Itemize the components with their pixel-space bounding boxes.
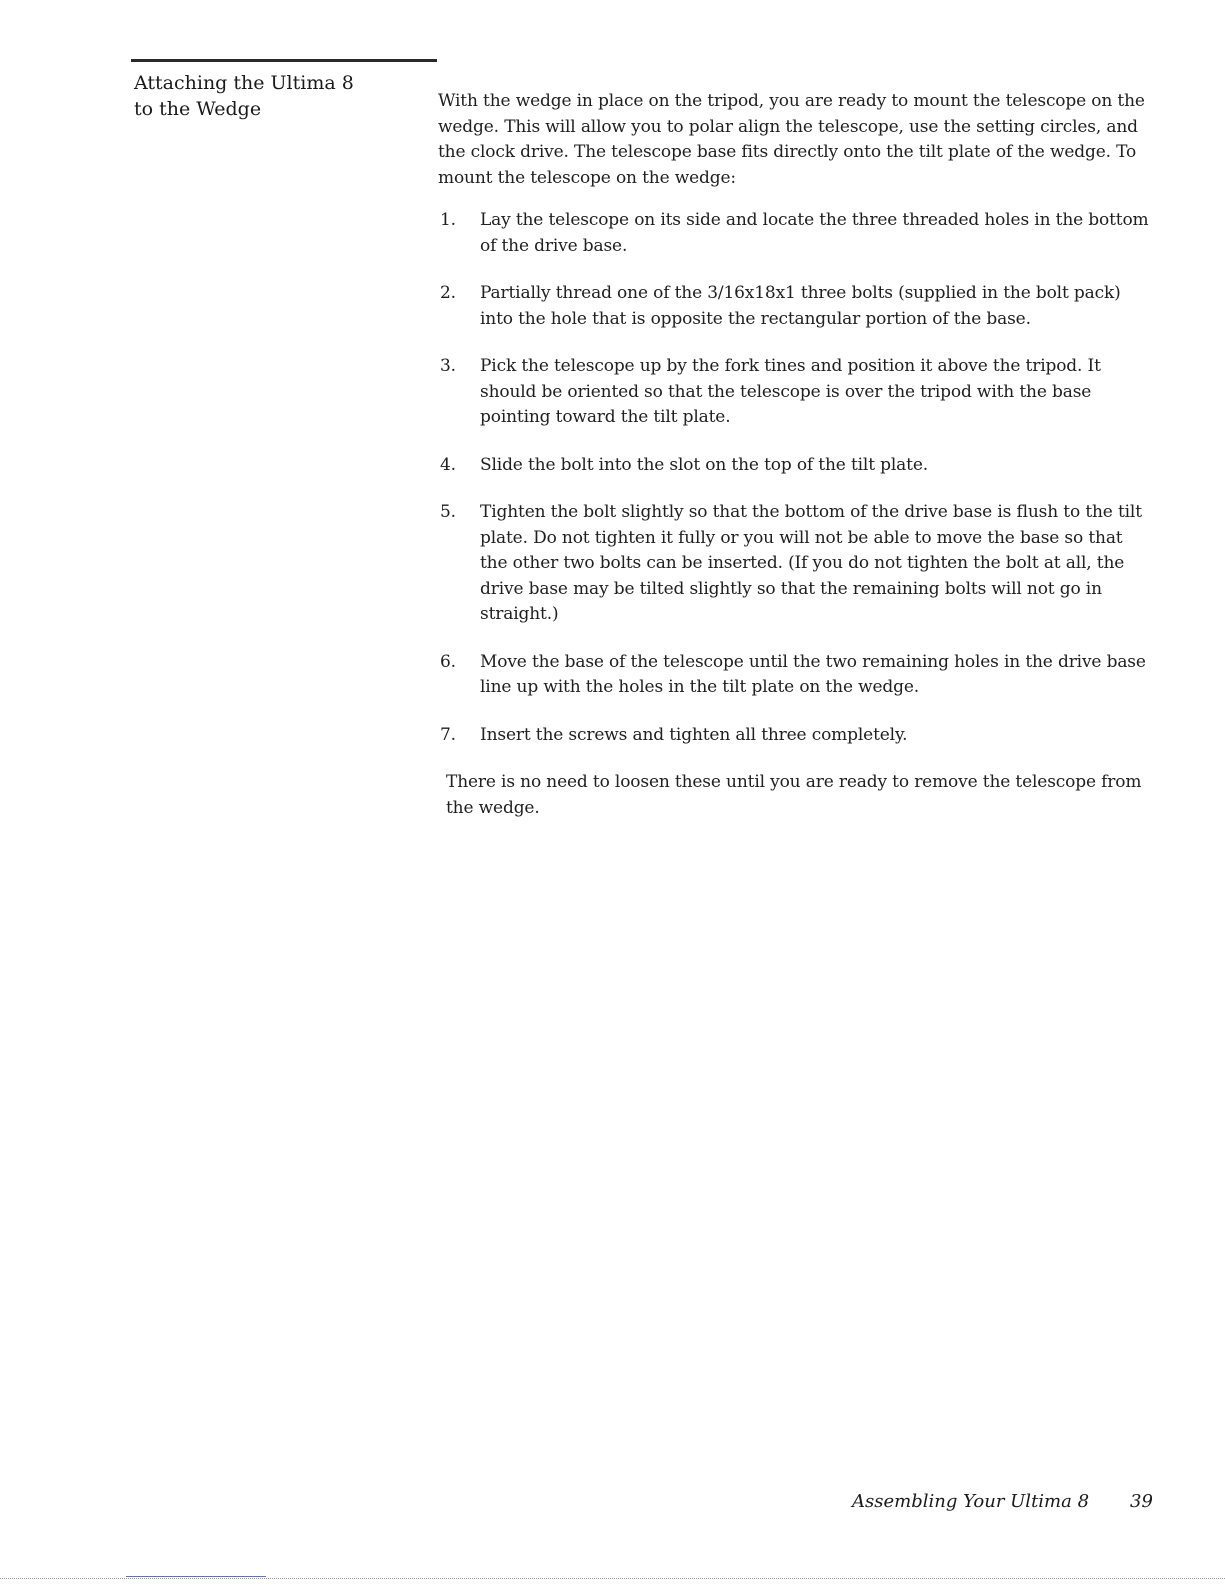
- step-number: 7.: [440, 724, 456, 745]
- step-text: Move the base of the telescope until the two remaining holes in the drive base line up with the holes in the tilt plate on the wedge.: [480, 651, 1146, 697]
- step-text: Insert the screws and tighten all three completely.: [480, 724, 908, 745]
- step-text: Lay the telescope on its side and locate the three threaded holes in the bottom of the drive base.: [480, 210, 1149, 256]
- section-heading-line-2: to the Wedge: [134, 98, 262, 120]
- step-text: Pick the telescope up by the fork tines and position it above the tripod. It should be oriented so that the telescope is over the tripod with the base pointing toward the tilt plate.: [480, 356, 1101, 427]
- intro-paragraph: With the wedge in place on the tripod, you are ready to mount the telescope on the wedge. This will allow you to polar align the telescope, use the setting circles, and the clock drive. The telescope base fits directly onto the tilt plate of the wedge. To mount the telescope on the wedge:: [438, 91, 1145, 188]
- footer-title: Assembling Your Ultima 8: [852, 1491, 1090, 1512]
- step-number: 3.: [440, 356, 456, 376]
- step-text: Partially thread one of the 3/16x18x1 three bolts (supplied in the bolt pack) into the hole that is opposite the rectangular portion of the base.: [480, 283, 1121, 329]
- section-heading-line-1: Attaching the Ultima 8: [134, 72, 354, 94]
- section-heading: [134, 70, 374, 122]
- step-item-6: [438, 650, 1153, 701]
- section-rule: [131, 59, 437, 62]
- step-text: Slide the bolt into the slot on the top of the tilt plate.: [480, 454, 928, 475]
- step-item-1: [438, 208, 1153, 259]
- steps-list: [438, 208, 1153, 748]
- step-number: 4.: [440, 454, 456, 475]
- step-item-2: [438, 281, 1153, 332]
- bottom-accent-line: [126, 1576, 266, 1577]
- step-number: 5.: [440, 502, 456, 522]
- step-number: 1.: [440, 210, 456, 230]
- step-item-5: [438, 500, 1153, 628]
- step-text: Tighten the bolt slightly so that the bottom of the drive base is flush to the tilt plate. Do not tighten it fully or you will not be able to move the base so that the other two bolts can be inserted. (If you do not tighten the bolt at all, the drive base may be tilted slightly so that the remaining bolts will not go in straight.): [480, 502, 1142, 624]
- step-number: 2.: [440, 283, 456, 303]
- step-item-3: [438, 354, 1153, 431]
- closing-paragraph: There is no need to loosen these until you are ready to remove the telescope from the wedge.: [446, 772, 1142, 818]
- bottom-dotted-border: [0, 1578, 1225, 1579]
- page-number: 39: [1130, 1491, 1153, 1512]
- step-item-7: [438, 723, 1153, 749]
- step-number: 6.: [440, 651, 456, 672]
- main-content: [438, 89, 1153, 821]
- step-item-4: [438, 453, 1153, 479]
